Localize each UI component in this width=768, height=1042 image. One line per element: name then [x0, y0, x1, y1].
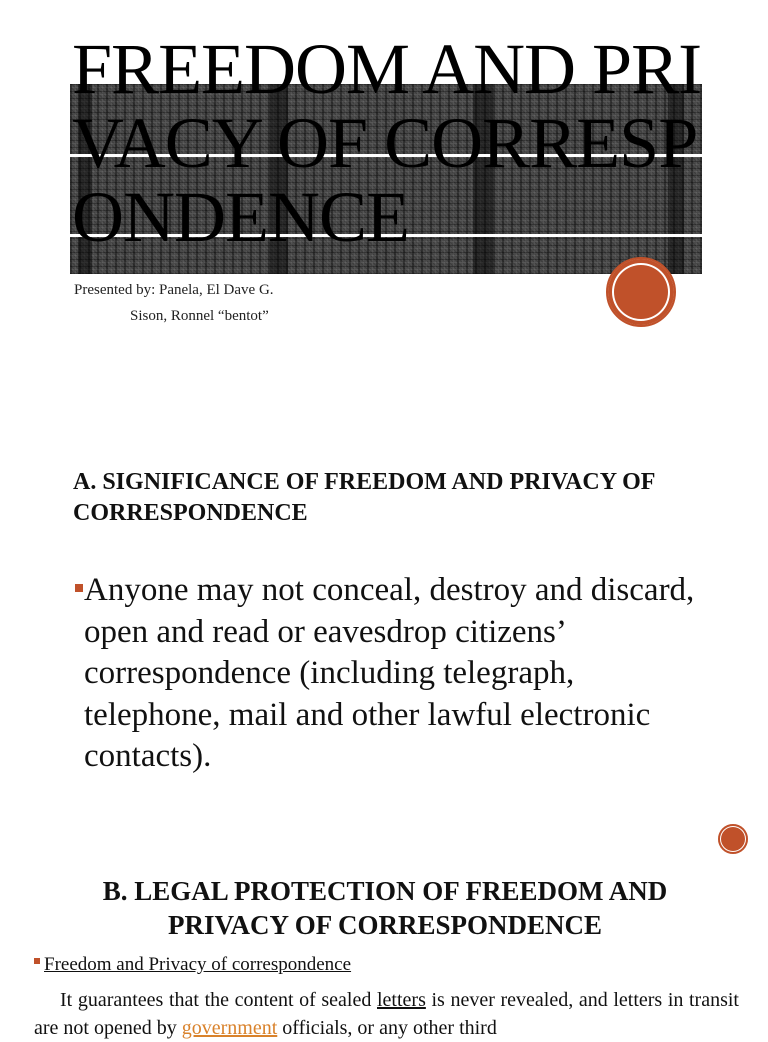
sub-bullet: [34, 954, 351, 976]
bullet-text: Anyone may not conceal, destroy and discard, open and read or eavesdrop citizens’ correspondence (including telegraph, telephone, mail and other lawful electronic contacts).: [84, 572, 695, 774]
slide-title: FREEDOM AND PRIVACY OF CORRESPONDENCE: [72, 29, 702, 257]
section-heading: A. SIGNIFICANCE OF FREEDOM AND PRIVACY OF CORRESPONDENCE: [73, 469, 655, 526]
sub-bullet-text: Freedom and Privacy of correspondence: [44, 954, 352, 975]
significance-slide: [0, 430, 768, 830]
body-paragraph: [34, 986, 739, 1042]
bullet-item: [73, 570, 713, 778]
highlighted-word: government: [181, 1017, 278, 1039]
square-bullet-icon: [75, 584, 83, 592]
paragraph-text: is never revealed, and letters in transit are not opened by: [34, 989, 739, 1039]
square-bullet-icon: [34, 958, 40, 964]
decorative-circle: [606, 257, 676, 327]
section-heading: B. LEGAL PROTECTION OF FREEDOM AND PRIVACY OF CORRESPONDENCE: [102, 876, 668, 940]
presenter-line: Presented by: Panela, El Dave G.: [74, 282, 274, 298]
underlined-word: letters: [377, 989, 426, 1011]
decorative-circle: [718, 824, 748, 854]
legal-protection-slide: [0, 830, 768, 1039]
paragraph-text: It guarantees that the content of sealed: [60, 989, 377, 1011]
presenter-name: Sison, Ronnel “bentot”: [130, 308, 269, 324]
title-slide: [0, 0, 768, 430]
paragraph-text: officials, or any other third: [277, 1017, 497, 1039]
